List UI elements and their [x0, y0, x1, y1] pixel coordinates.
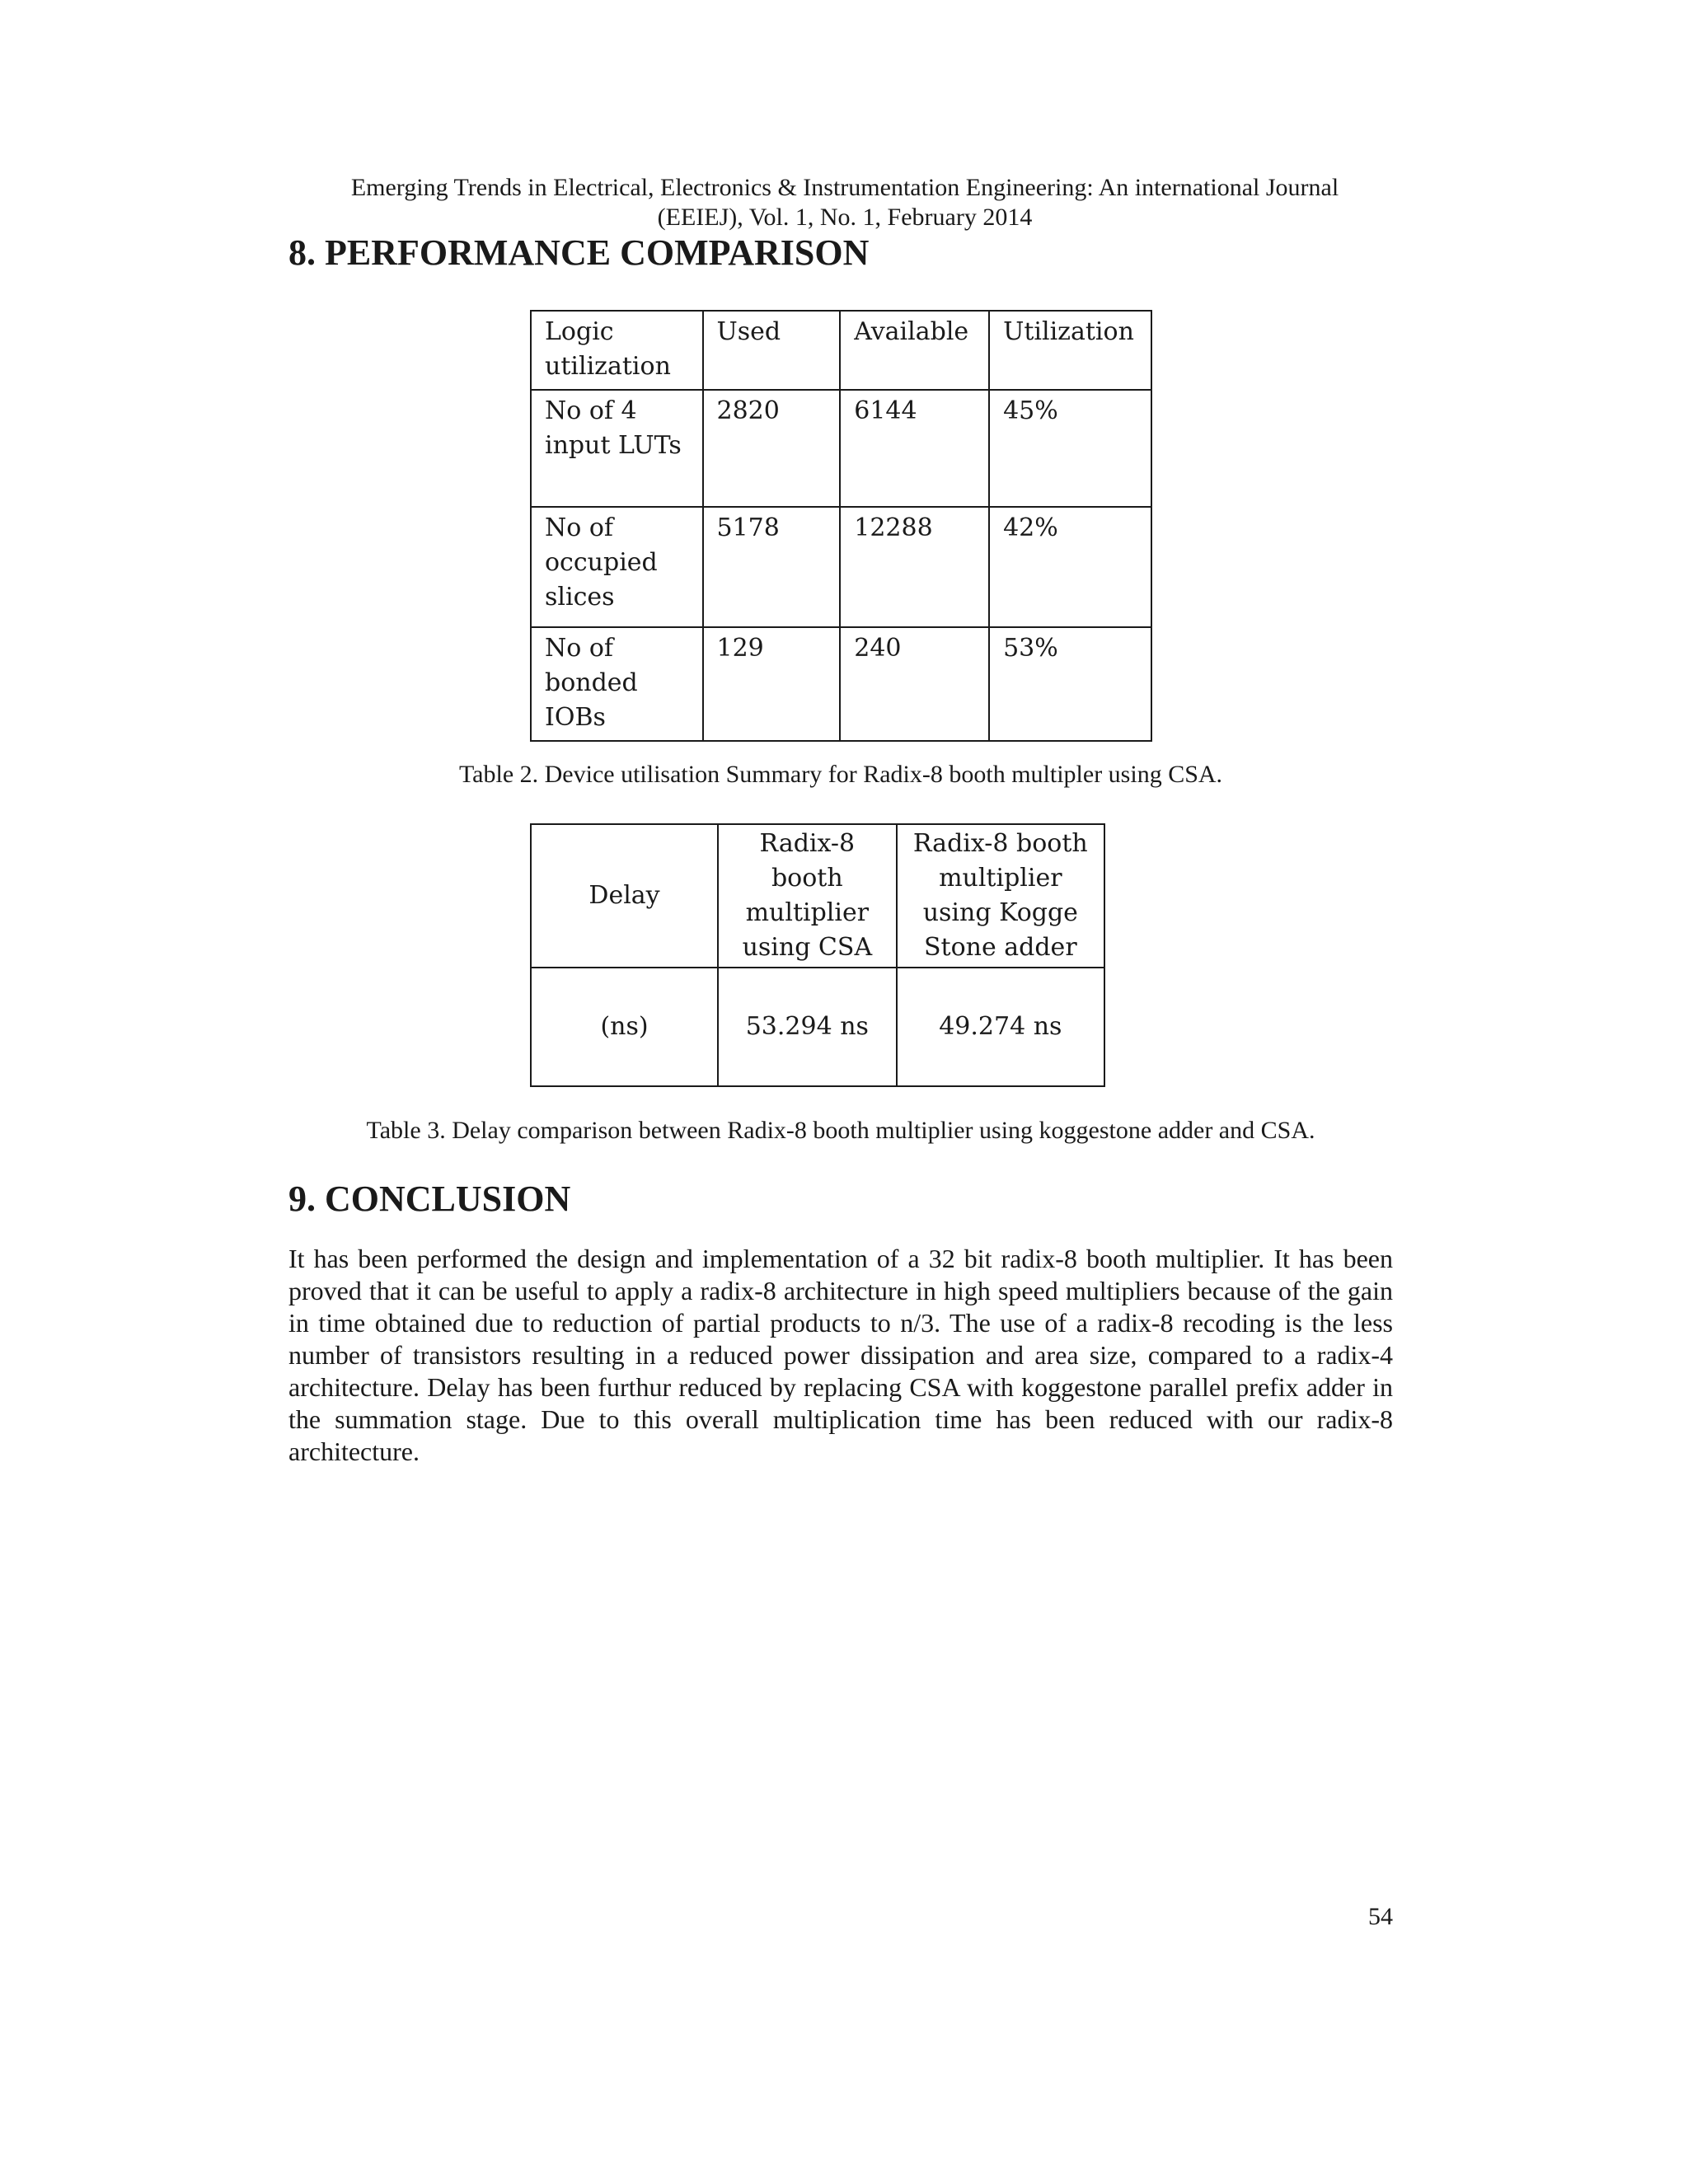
table-cell: No of bonded IOBs	[531, 627, 703, 741]
table-cell: No of occupied slices	[531, 507, 703, 627]
table-cell: 53%	[989, 627, 1151, 741]
table-cell: 129	[703, 627, 841, 741]
table-header-cell: Logic utilization	[531, 311, 703, 390]
running-header	[288, 173, 1401, 232]
table-header-cell: Radix-8 booth multiplier using Kogge Stone adder	[897, 824, 1104, 968]
table-row	[531, 507, 1151, 627]
table-header-row	[531, 824, 1104, 968]
journal-title-line: Emerging Trends in Electrical, Electronics & Instrumentation Engineering: An international Journal	[350, 174, 1339, 201]
table-cell: No of 4 input LUTs	[531, 390, 703, 507]
delay-comparison-table	[530, 823, 1105, 1087]
table-cell: (ns)	[531, 968, 718, 1086]
conclusion-paragraph: It has been performed the design and implementation of a 32 bit radix-8 booth multiplier. It has been proved that it can be useful to apply a radix-8 architecture in high speed multipliers because of the gain in time obtained due to reduction of partial products to n/3. The use of a radix-8 recoding is the less number of transistors resulting in a reduced power dissipation and area size, compared to a radix-4 architecture. Delay has been furthur reduced by replacing CSA with koggestone parallel prefix adder in the summation stage. Due to this overall multiplication time has been reduced with our radix-8 architecture.	[288, 1244, 1393, 1466]
table-cell: 12288	[840, 507, 989, 627]
page-number: 54	[1368, 1903, 1393, 1930]
table-header-cell: Utilization	[989, 311, 1151, 390]
journal-issue-line: (EEIEJ), Vol. 1, No. 1, February 2014	[657, 204, 1033, 231]
table-cell: 2820	[703, 390, 841, 507]
table-header-cell: Available	[840, 311, 989, 390]
table-cell: 240	[840, 627, 989, 741]
section-heading-conclusion: 9. CONCLUSION	[288, 1179, 571, 1219]
table-row	[531, 390, 1151, 507]
table-row	[531, 627, 1151, 741]
table2-caption: Table 2. Device utilisation Summary for Radix-8 booth multipler using CSA.	[458, 761, 1223, 788]
table-cell: 53.294 ns	[718, 968, 897, 1086]
table-cell: 45%	[989, 390, 1151, 507]
table-row	[531, 968, 1104, 1086]
table-header-cell: Used	[703, 311, 841, 390]
device-utilisation-table	[530, 310, 1152, 742]
table3-caption: Table 3. Delay comparison between Radix-8 booth multiplier using koggestone adder and CSA.	[366, 1117, 1315, 1144]
table-cell: 6144	[840, 390, 989, 507]
section-heading-performance-comparison: 8. PERFORMANCE COMPARISON	[288, 232, 870, 273]
table-cell: 42%	[989, 507, 1151, 627]
table-header-row	[531, 311, 1151, 390]
table-header-cell: Delay	[531, 824, 718, 968]
table-header-cell: Radix-8 booth multiplier using CSA	[718, 824, 897, 968]
table-cell: 49.274 ns	[897, 968, 1104, 1086]
table-cell: 5178	[703, 507, 841, 627]
